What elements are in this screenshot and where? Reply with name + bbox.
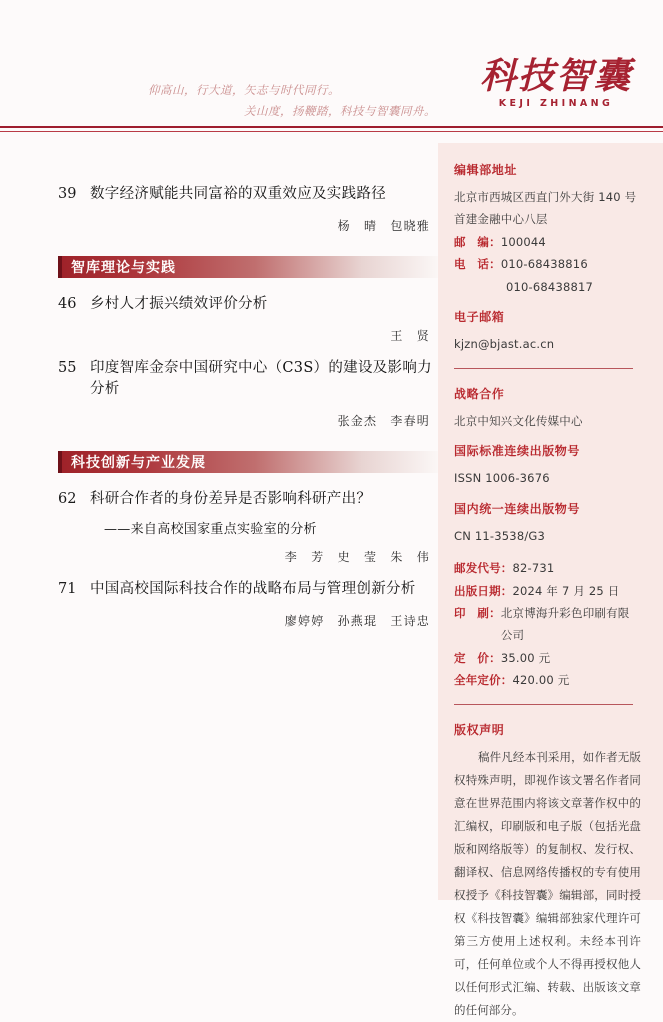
annual-price-label: 全年定价： xyxy=(454,673,513,688)
page-content xyxy=(0,132,663,1018)
toc-entry-authors: 李 芳 史 莹 朱 伟 xyxy=(284,549,430,564)
cn-number-heading: 国内统一连续出版物号 xyxy=(454,501,581,516)
sidebar-divider xyxy=(454,704,633,705)
postal-code-row xyxy=(454,557,641,579)
price-row xyxy=(454,647,641,669)
printer-value: 北京博海升彩色印刷有限公司 xyxy=(500,606,630,643)
toc-entry[interactable] xyxy=(0,184,438,234)
toc-entry-line xyxy=(0,294,438,316)
copyright-body: 稿件凡经本刊采用，如作者无版权特殊声明，即视作该文署名作者同意在世界范围内将该文章著作权中的汇编权，印刷版和电子版（包括光盘版和网络版等）的复制权、发行权、翻译权、信息网络传播权的专有使用权授予《科技智囊》编辑部，同时授权《科技智囊》编辑部独家代理许可第三方使用上述权利。未经本刊许可，任何单位或个人不得再授权他人以任何形式汇编、转载、出版该文章的任何部分。 xyxy=(454,750,641,1018)
partner-heading: 战略合作 xyxy=(454,386,505,401)
issn-value: ISSN 1006-3676 xyxy=(454,471,550,486)
toc-entry-authors: 廖婷婷 孙燕琨 王诗忠 xyxy=(284,613,430,628)
spacer xyxy=(454,298,641,308)
address-line-1: 北京市西城区西直门外大街 140 号 xyxy=(454,190,637,204)
tagline-line-1: 仰高山，行大道，矢志与时代同行。 xyxy=(148,83,340,97)
sidebar-divider xyxy=(454,368,633,369)
issn-heading: 国际标准连续出版物号 xyxy=(454,444,581,459)
annual-price-value: 420.00 元 xyxy=(512,673,570,688)
toc-entry-line xyxy=(0,358,438,402)
toc-entry-page-number: 39 xyxy=(58,186,77,202)
publication-date-row xyxy=(454,580,641,602)
email-heading: 电子邮箱 xyxy=(454,310,505,325)
journal-logo-pinyin: KEJI ZHINANG xyxy=(498,97,614,109)
annual-price-row xyxy=(454,669,641,691)
toc-entry[interactable] xyxy=(0,294,438,344)
toc-section-header xyxy=(58,451,438,473)
publication-date-value: 2024 年 7 月 25 日 xyxy=(512,583,620,598)
toc-entry-line xyxy=(0,489,438,511)
toc-entry[interactable] xyxy=(0,489,438,565)
price-value: 35.00 元 xyxy=(500,650,551,665)
toc-entry-title: 科研合作者的身份差异是否影响科研产出？ xyxy=(90,491,372,507)
price-label: 定 价： xyxy=(454,650,501,665)
tagline-line-2: 关山度，扬鞭踏，科技与智囊同舟。 xyxy=(244,104,436,119)
toc-entry-title: 数字经济赋能共同富裕的双重效应及实践路径 xyxy=(90,186,386,202)
postcode-value: 100044 xyxy=(500,234,546,249)
toc-entry-title: 印度智库金奈中国研究中心（C3S）的建设及影响力分析 xyxy=(90,359,432,398)
address-heading: 编辑部地址 xyxy=(454,163,518,177)
toc-entry-title: 中国高校国际科技合作的战略布局与管理创新分析 xyxy=(90,580,416,597)
toc-entry-page-number: 62 xyxy=(58,491,77,507)
spacer xyxy=(454,490,641,500)
toc-entry-page-number: 55 xyxy=(58,359,77,376)
partner-value: 北京中知兴文化传媒中心 xyxy=(454,413,583,428)
toc-entry-authors: 张金杰 李春明 xyxy=(337,414,430,428)
printer-label: 印 刷： xyxy=(454,606,501,621)
toc-entry-line xyxy=(0,184,438,206)
address-line-2: 首建金融中心八层 xyxy=(454,212,548,227)
toc-entry-subtitle: ——来自高校国家重点实验室的分析 xyxy=(104,521,317,537)
copyright-heading: 版权声明 xyxy=(454,723,505,738)
colophon-sidebar xyxy=(438,143,663,1018)
spacer xyxy=(454,547,641,557)
table-of-contents xyxy=(0,132,438,633)
toc-entry-title: 乡村人才振兴绩效评价分析 xyxy=(90,295,268,312)
toc-section-header xyxy=(58,256,438,278)
toc-entry-authors: 杨 晴 包晓雅 xyxy=(337,218,430,233)
phone-label: 电 话： xyxy=(454,257,501,272)
toc-entry-page-number: 71 xyxy=(58,580,77,597)
toc-entry-line xyxy=(0,579,438,601)
journal-tagline xyxy=(148,80,436,123)
journal-logo xyxy=(478,55,634,109)
postcode-row xyxy=(454,231,641,253)
toc-entry[interactable] xyxy=(0,579,438,629)
toc-entry-page-number: 46 xyxy=(58,295,77,312)
toc-entry-authors: 王 贤 xyxy=(390,328,430,343)
phone-value-primary: 010-68438816 xyxy=(500,257,588,272)
email-value[interactable]: kjzn@bjast.ac.cn xyxy=(454,337,555,352)
phone-row xyxy=(454,253,641,275)
postcode-label: 邮 编： xyxy=(454,234,501,249)
journal-logo-chinese: 科技智囊 xyxy=(479,55,632,97)
toc-entry[interactable] xyxy=(0,358,438,430)
printer-row xyxy=(454,602,641,647)
publication-date-label: 出版日期： xyxy=(454,583,513,598)
masthead xyxy=(0,0,663,128)
spacer xyxy=(454,432,641,442)
toc-section-label: 智库理论与实践 xyxy=(71,259,176,276)
postal-code-value: 82-731 xyxy=(512,561,555,576)
toc-section-label: 科技创新与产业发展 xyxy=(71,455,206,471)
postal-code-label: 邮发代号： xyxy=(454,561,513,576)
phone-value-secondary: 010-68438817 xyxy=(506,279,594,294)
masthead-rule-thick xyxy=(0,126,663,128)
cn-number-value: CN 11-3538/G3 xyxy=(454,528,546,543)
